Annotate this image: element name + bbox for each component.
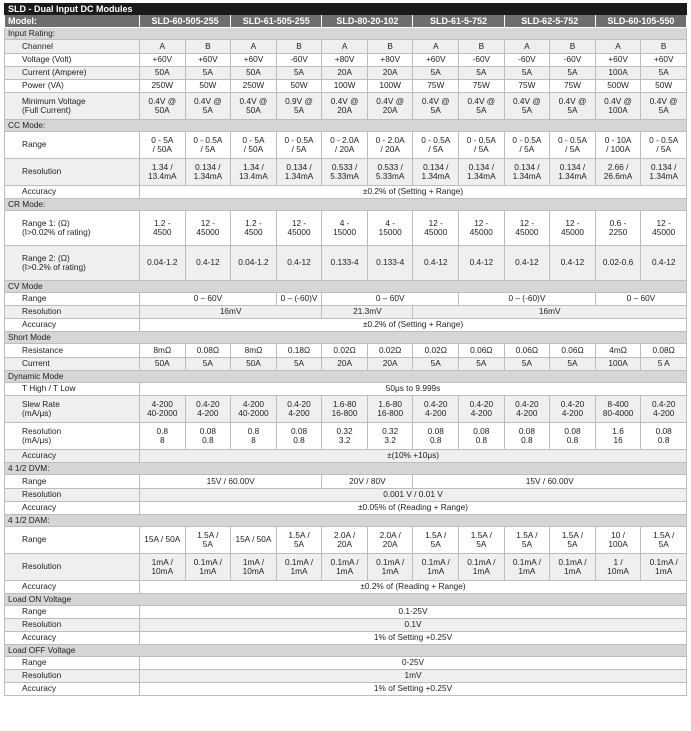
row-label: Resolution: [5, 159, 140, 186]
spec-row: [5, 293, 687, 306]
spec-value: 0.134 / 1.34mA: [413, 159, 459, 186]
spec-value: 0.8 8: [140, 423, 186, 450]
spec-value: 1.5A / 5A: [641, 527, 687, 554]
row-label: Range: [5, 293, 140, 306]
spec-row: [5, 657, 687, 670]
spec-value: 0.08Ω: [185, 344, 231, 358]
spec-value: 5A: [641, 67, 687, 80]
spec-value: B: [276, 40, 322, 54]
spec-value: 2.0A / 20A: [322, 527, 368, 554]
row-label: Range: [5, 475, 140, 489]
spec-value: 1.2 - 4500: [231, 211, 277, 246]
row-label: Accuracy: [5, 319, 140, 332]
spec-value: 0.4V @ 5A: [459, 93, 505, 120]
spec-value: 0.1mA / 1mA: [185, 554, 231, 581]
spec-value: 1mA / 10mA: [231, 554, 277, 581]
spec-value: B: [550, 40, 596, 54]
spec-table: [4, 3, 687, 696]
spec-value: 20A: [322, 67, 368, 80]
spec-value: 0.1mA / 1mA: [276, 554, 322, 581]
spec-value: 0.4V @ 5A: [641, 93, 687, 120]
spec-value: 75W: [459, 80, 505, 93]
spec-value: 0.4-20 4-200: [641, 396, 687, 423]
spec-value: 0.9V @ 5A: [276, 93, 322, 120]
row-label: Minimum Voltage (Full Current): [5, 93, 140, 120]
spec-value: 0.134 / 1.34mA: [550, 159, 596, 186]
spec-value: 0.06Ω: [459, 344, 505, 358]
spec-value: ±0.2% of (Setting + Range): [140, 186, 687, 199]
spec-value: 0.4-12: [459, 246, 505, 281]
spec-value: 50A: [231, 358, 277, 371]
spec-value: 4-200 40-2000: [231, 396, 277, 423]
row-label: Slew Rate (mA/μs): [5, 396, 140, 423]
spec-value: 0 - 5A / 50A: [231, 132, 277, 159]
spec-value: 0.134 / 1.34mA: [185, 159, 231, 186]
spec-value: 5A: [504, 358, 550, 371]
spec-row: [5, 40, 687, 54]
row-label: Range 2: (Ω) (I>0.2% of rating): [5, 246, 140, 281]
spec-value: 0 – (-60)V: [459, 293, 596, 306]
spec-value: 0.08Ω: [641, 344, 687, 358]
spec-value: 250W: [231, 80, 277, 93]
row-label: Range: [5, 527, 140, 554]
row-label: Accuracy: [5, 581, 140, 594]
spec-value: 0 - 0.5A / 5A: [185, 132, 231, 159]
spec-value: 16mV: [140, 306, 322, 319]
row-label: Accuracy: [5, 683, 140, 696]
spec-value: -60V: [550, 54, 596, 67]
spec-value: 0.4V @ 50A: [140, 93, 186, 120]
spec-value: B: [459, 40, 505, 54]
spec-value: 0.533 / 5.33mA: [322, 159, 368, 186]
spec-value: 0.08 0.8: [641, 423, 687, 450]
spec-row: [5, 670, 687, 683]
spec-value: 1% of Setting +0.25V: [140, 683, 687, 696]
section-header: [5, 28, 687, 40]
spec-value: 100W: [367, 80, 413, 93]
spec-row: [5, 606, 687, 619]
spec-value: A: [595, 40, 641, 54]
row-label: Resolution: [5, 306, 140, 319]
spec-value: 0.4V @ 5A: [413, 93, 459, 120]
row-label: T High / T Low: [5, 383, 140, 396]
spec-value: 0.32 3.2: [322, 423, 368, 450]
spec-row: [5, 319, 687, 332]
spec-value: 0.533 / 5.33mA: [367, 159, 413, 186]
spec-value: 0.1V: [140, 619, 687, 632]
spec-row: [5, 67, 687, 80]
spec-value: 1.5A / 5A: [504, 527, 550, 554]
spec-value: 0.06Ω: [550, 344, 596, 358]
section-header: [5, 199, 687, 211]
spec-value: 1.34 / 13.4mA: [140, 159, 186, 186]
spec-value: 5A: [413, 358, 459, 371]
model-name: SLD-62-5-752: [504, 15, 595, 28]
spec-value: 15A / 50A: [231, 527, 277, 554]
spec-value: 0 - 5A / 50A: [140, 132, 186, 159]
row-label: Resolution: [5, 670, 140, 683]
spec-value: 10 / 100A: [595, 527, 641, 554]
spec-value: 50W: [276, 80, 322, 93]
spec-value: 75W: [504, 80, 550, 93]
spec-value: 0.134 / 1.34mA: [641, 159, 687, 186]
spec-value: 0.4-12: [641, 246, 687, 281]
spec-value: 0.4V @ 100A: [595, 93, 641, 120]
spec-value: 0.1mA / 1mA: [322, 554, 368, 581]
spec-value: B: [641, 40, 687, 54]
spec-value: 250W: [140, 80, 186, 93]
spec-row: [5, 54, 687, 67]
spec-value: 0 - 10A / 100A: [595, 132, 641, 159]
spec-row: [5, 423, 687, 450]
spec-value: 0.4V @ 5A: [504, 93, 550, 120]
spec-row: [5, 475, 687, 489]
spec-row: [5, 683, 687, 696]
spec-value: B: [185, 40, 231, 54]
spec-row: [5, 132, 687, 159]
spec-row: [5, 211, 687, 246]
spec-row: [5, 450, 687, 463]
spec-value: A: [231, 40, 277, 54]
spec-value: 0.4-12: [504, 246, 550, 281]
model-header-row: [5, 15, 687, 28]
spec-value: 75W: [550, 80, 596, 93]
spec-value: 20V / 80V: [322, 475, 413, 489]
spec-value: 0.06Ω: [504, 344, 550, 358]
spec-value: 1.5A / 5A: [459, 527, 505, 554]
spec-value: +60V: [231, 54, 277, 67]
spec-value: 0.4V @ 50A: [231, 93, 277, 120]
spec-value: 100A: [595, 67, 641, 80]
spec-value: +60V: [641, 54, 687, 67]
spec-value: 0.08 0.8: [550, 423, 596, 450]
section-header: [5, 371, 687, 383]
spec-value: 5A: [550, 67, 596, 80]
spec-row: [5, 396, 687, 423]
spec-value: 4 - 15000: [322, 211, 368, 246]
spec-value: 50A: [140, 358, 186, 371]
model-name: SLD-61-505-255: [231, 15, 322, 28]
section-title: Load ON Voltage: [5, 594, 687, 606]
spec-value: +80V: [367, 54, 413, 67]
spec-value: 12 - 45000: [504, 211, 550, 246]
spec-value: 0.4-12: [185, 246, 231, 281]
spec-value: 0.134 / 1.34mA: [276, 159, 322, 186]
spec-value: 0.134 / 1.34mA: [459, 159, 505, 186]
row-label: Resolution: [5, 489, 140, 502]
spec-value: 12 - 45000: [185, 211, 231, 246]
spec-value: 8mΩ: [231, 344, 277, 358]
spec-value: 0.04-1.2: [231, 246, 277, 281]
spec-value: 0.08 0.8: [185, 423, 231, 450]
spec-value: A: [140, 40, 186, 54]
spec-value: ±0.05% of (Reading + Range): [140, 502, 687, 515]
spec-value: 0-25V: [140, 657, 687, 670]
spec-value: 5A: [459, 358, 505, 371]
spec-value: 0 - 2.0A / 20A: [367, 132, 413, 159]
spec-value: 100W: [322, 80, 368, 93]
model-name: SLD-60-105-550: [595, 15, 686, 28]
spec-value: 0 - 0.5A / 5A: [504, 132, 550, 159]
section-title: 4 1/2 DVM:: [5, 463, 687, 475]
spec-value: 5A: [185, 67, 231, 80]
spec-value: 5A: [276, 67, 322, 80]
spec-value: 0.4-12: [276, 246, 322, 281]
model-name: SLD-60-505-255: [140, 15, 231, 28]
spec-value: 0.02Ω: [322, 344, 368, 358]
section-header: [5, 463, 687, 475]
spec-row: [5, 358, 687, 371]
spec-value: 12 - 45000: [459, 211, 505, 246]
spec-value: B: [367, 40, 413, 54]
spec-value: 15A / 50A: [140, 527, 186, 554]
spec-value: 20A: [367, 67, 413, 80]
spec-row: [5, 246, 687, 281]
spec-value: 5A: [413, 67, 459, 80]
section-title: CR Mode:: [5, 199, 687, 211]
spec-value: 15V / 60.00V: [413, 475, 687, 489]
section-header: [5, 515, 687, 527]
spec-value: +80V: [322, 54, 368, 67]
spec-row: [5, 581, 687, 594]
spec-value: 0.4V @ 5A: [185, 93, 231, 120]
row-label: Channel: [5, 40, 140, 54]
spec-value: 0.133-4: [322, 246, 368, 281]
table-title: SLD - Dual Input DC Modules: [5, 4, 687, 15]
spec-row: [5, 383, 687, 396]
spec-value: 12 - 45000: [641, 211, 687, 246]
spec-value: 4 - 15000: [367, 211, 413, 246]
spec-value: 1.5A / 5A: [413, 527, 459, 554]
spec-value: 5 A: [641, 358, 687, 371]
row-label: Current (Ampere): [5, 67, 140, 80]
spec-value: A: [322, 40, 368, 54]
spec-value: -60V: [459, 54, 505, 67]
spec-value: ±0.2% of (Reading + Range): [140, 581, 687, 594]
spec-row: [5, 489, 687, 502]
spec-value: 0.4-12: [550, 246, 596, 281]
spec-value: 0.1mA / 1mA: [367, 554, 413, 581]
row-label: Accuracy: [5, 632, 140, 645]
spec-row: [5, 80, 687, 93]
spec-value: -60V: [276, 54, 322, 67]
spec-value: 0.8 8: [231, 423, 277, 450]
spec-value: 20A: [322, 358, 368, 371]
model-name: SLD-61-5-752: [413, 15, 504, 28]
spec-value: 5A: [276, 358, 322, 371]
spec-row: [5, 619, 687, 632]
section-title: Input Rating:: [5, 28, 687, 40]
spec-value: 100A: [595, 358, 641, 371]
spec-value: 4mΩ: [595, 344, 641, 358]
spec-value: 0 – 60V: [322, 293, 459, 306]
spec-value: 1% of Setting +0.25V: [140, 632, 687, 645]
spec-value: ±(10% +10μs): [140, 450, 687, 463]
spec-value: -60V: [504, 54, 550, 67]
spec-value: 0.1mA / 1mA: [550, 554, 596, 581]
spec-value: 0.02Ω: [413, 344, 459, 358]
row-label: Resistance: [5, 344, 140, 358]
spec-value: 20A: [367, 358, 413, 371]
spec-value: 75W: [413, 80, 459, 93]
spec-value: 50W: [185, 80, 231, 93]
spec-value: 12 - 45000: [276, 211, 322, 246]
row-label: Resolution: [5, 554, 140, 581]
spec-value: 8mΩ: [140, 344, 186, 358]
row-label: Accuracy: [5, 186, 140, 199]
row-label: Voltage (Volt): [5, 54, 140, 67]
spec-value: 0.04-1.2: [140, 246, 186, 281]
spec-row: [5, 632, 687, 645]
spec-value: 12 - 45000: [550, 211, 596, 246]
spec-value: 500W: [595, 80, 641, 93]
spec-value: 0 - 2.0A / 20A: [322, 132, 368, 159]
spec-value: 0.6 - 2250: [595, 211, 641, 246]
spec-value: 0.4-20 4-200: [459, 396, 505, 423]
section-header: [5, 594, 687, 606]
spec-value: 0 – 60V: [595, 293, 686, 306]
spec-value: 0.4-20 4-200: [413, 396, 459, 423]
spec-value: 1.34 / 13.4mA: [231, 159, 277, 186]
spec-value: 2.66 / 26.6mA: [595, 159, 641, 186]
section-title: Load OFF Voltage: [5, 645, 687, 657]
spec-value: 15V / 60.00V: [140, 475, 322, 489]
row-label: Resolution (mA/μs): [5, 423, 140, 450]
spec-value: 0.08 0.8: [413, 423, 459, 450]
spec-value: 5A: [185, 358, 231, 371]
spec-value: 2.0A / 20A: [367, 527, 413, 554]
spec-value: 0 – (-60)V: [276, 293, 322, 306]
spec-row: [5, 344, 687, 358]
spec-value: 0.08 0.8: [276, 423, 322, 450]
spec-value: +60V: [413, 54, 459, 67]
spec-value: 1.6-80 16-800: [322, 396, 368, 423]
section-header: [5, 120, 687, 132]
spec-value: 1.6 16: [595, 423, 641, 450]
spec-row: [5, 93, 687, 120]
spec-value: 50A: [140, 67, 186, 80]
section-header: [5, 645, 687, 657]
spec-value: +60V: [595, 54, 641, 67]
spec-value: 5A: [459, 67, 505, 80]
spec-value: 0.4V @ 20A: [322, 93, 368, 120]
spec-value: A: [413, 40, 459, 54]
spec-value: 1.6-80 16-800: [367, 396, 413, 423]
spec-value: 0.133-4: [367, 246, 413, 281]
spec-value: 50W: [641, 80, 687, 93]
spec-value: 0.1mA / 1mA: [413, 554, 459, 581]
row-label: Accuracy: [5, 502, 140, 515]
spec-row: [5, 186, 687, 199]
spec-value: 4-200 40-2000: [140, 396, 186, 423]
spec-value: 0.4-20 4-200: [504, 396, 550, 423]
row-label: Range 1: (Ω) (I>0.02% of rating): [5, 211, 140, 246]
spec-value: 1.5A / 5A: [185, 527, 231, 554]
spec-value: 5A: [504, 67, 550, 80]
spec-value: 1mV: [140, 670, 687, 683]
row-label: Power (VA): [5, 80, 140, 93]
spec-value: 8-400 80-4000: [595, 396, 641, 423]
spec-value: 50μs to 9.999s: [140, 383, 687, 396]
spec-value: 0.4-12: [413, 246, 459, 281]
spec-row: [5, 502, 687, 515]
spec-value: 1.2 - 4500: [140, 211, 186, 246]
section-header: [5, 281, 687, 293]
row-label: Range: [5, 132, 140, 159]
row-label: Range: [5, 606, 140, 619]
section-title: 4 1/2 DAM:: [5, 515, 687, 527]
spec-row: [5, 306, 687, 319]
spec-value: 0.4-20 4-200: [185, 396, 231, 423]
spec-value: 0 - 0.5A / 5A: [276, 132, 322, 159]
spec-row: [5, 527, 687, 554]
spec-value: 1 / 10mA: [595, 554, 641, 581]
spec-row: [5, 159, 687, 186]
row-label: Resolution: [5, 619, 140, 632]
section-header: [5, 332, 687, 344]
model-name: SLD-80-20-102: [322, 15, 413, 28]
model-label: Model:: [5, 15, 140, 28]
spec-value: 0.4V @ 5A: [550, 93, 596, 120]
spec-value: 0.4-20 4-200: [550, 396, 596, 423]
row-label: Current: [5, 358, 140, 371]
spec-value: ±0.2% of (Setting + Range): [140, 319, 687, 332]
spec-row: [5, 554, 687, 581]
spec-value: +60V: [140, 54, 186, 67]
spec-value: 0.4-20 4-200: [276, 396, 322, 423]
spec-value: 0.001 V / 0.01 V: [140, 489, 687, 502]
spec-value: 0 - 0.5A / 5A: [641, 132, 687, 159]
section-title: Short Mode: [5, 332, 687, 344]
spec-value: 0 - 0.5A / 5A: [459, 132, 505, 159]
row-label: Accuracy: [5, 450, 140, 463]
spec-value: 5A: [550, 358, 596, 371]
spec-value: 1.5A / 5A: [550, 527, 596, 554]
spec-value: 0 – 60V: [140, 293, 277, 306]
spec-value: 0.1-25V: [140, 606, 687, 619]
spec-value: 0 - 0.5A / 5A: [413, 132, 459, 159]
section-title: CC Mode:: [5, 120, 687, 132]
spec-value: +60V: [185, 54, 231, 67]
spec-value: 1mA / 10mA: [140, 554, 186, 581]
section-title: Dynamic Mode: [5, 371, 687, 383]
spec-value: 1.5A / 5A: [276, 527, 322, 554]
spec-value: 0.08 0.8: [504, 423, 550, 450]
spec-value: 0.1mA / 1mA: [504, 554, 550, 581]
spec-value: 0.08 0.8: [459, 423, 505, 450]
spec-value: 0.18Ω: [276, 344, 322, 358]
spec-value: 12 - 45000: [413, 211, 459, 246]
spec-value: 0.4V @ 20A: [367, 93, 413, 120]
spec-value: 0.02-0.6: [595, 246, 641, 281]
spec-value: 16mV: [413, 306, 687, 319]
spec-value: 0 - 0.5A / 5A: [550, 132, 596, 159]
spec-value: 0.1mA / 1mA: [459, 554, 505, 581]
title-row: [5, 4, 687, 15]
spec-value: 21.3mV: [322, 306, 413, 319]
spec-value: 0.02Ω: [367, 344, 413, 358]
spec-value: 0.32 3.2: [367, 423, 413, 450]
section-title: CV Mode: [5, 281, 687, 293]
spec-value: 0.1mA / 1mA: [641, 554, 687, 581]
row-label: Range: [5, 657, 140, 670]
spec-value: A: [504, 40, 550, 54]
spec-value: 50A: [231, 67, 277, 80]
spec-value: 0.134 / 1.34mA: [504, 159, 550, 186]
